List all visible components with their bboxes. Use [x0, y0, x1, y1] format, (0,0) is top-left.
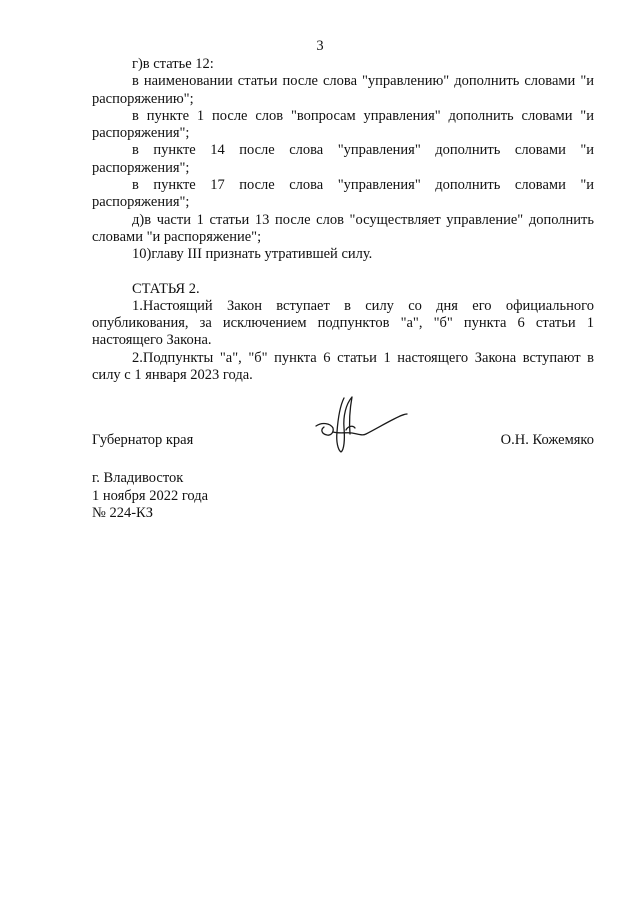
document-footer	[92, 470, 208, 523]
document-body	[92, 56, 594, 384]
article-2-item-1: 1.Настоящий Закон вступает в силу со дня его официального опубликования, за исключением подпунктов "а", "б" пункта 6 статьи 1 настоящего Закона.	[92, 297, 594, 349]
article-2-item-2: 2.Подпункты "а", "б" пункта 6 статьи 1 настоящего Закона вступают в силу с 1 января 2023 года.	[92, 349, 594, 384]
paragraph-chapter-3: 10)главу III признать утратившей силу.	[132, 246, 373, 263]
paragraph-point-1: в пункте 1 после слов "вопросам управления" дополнить словами "и распоряжения";	[92, 107, 594, 142]
paragraph-point-17: в пункте 17 после слова "управления" дополнить словами "и распоряжения";	[92, 177, 594, 211]
paragraph-point-14: в пункте 14 после слова "управления" дополнить словами "и распоряжения";	[92, 142, 594, 176]
handwritten-signature	[300, 392, 410, 456]
page-number: 3	[316, 38, 324, 54]
article-2-heading: СТАТЬЯ 2.	[132, 280, 200, 297]
paragraph-12-header: г)в статье 12:	[132, 56, 214, 72]
signatory-position: Губернатор края	[92, 432, 194, 448]
footer-number: № 224-КЗ	[92, 505, 153, 522]
footer-city: г. Владивосток	[92, 470, 184, 486]
paragraph-title-amendment: в наименовании статьи после слова "управлению" дополнить словами "и распоряжению";	[92, 73, 594, 107]
signatory-name: О.Н. Кожемяко	[500, 432, 594, 448]
footer-date: 1 ноября 2022 года	[92, 487, 209, 504]
paragraph-article-13: д)в части 1 статьи 13 после слов "осуществляет управление" дополнить словами "и распоряжение";	[92, 211, 594, 245]
